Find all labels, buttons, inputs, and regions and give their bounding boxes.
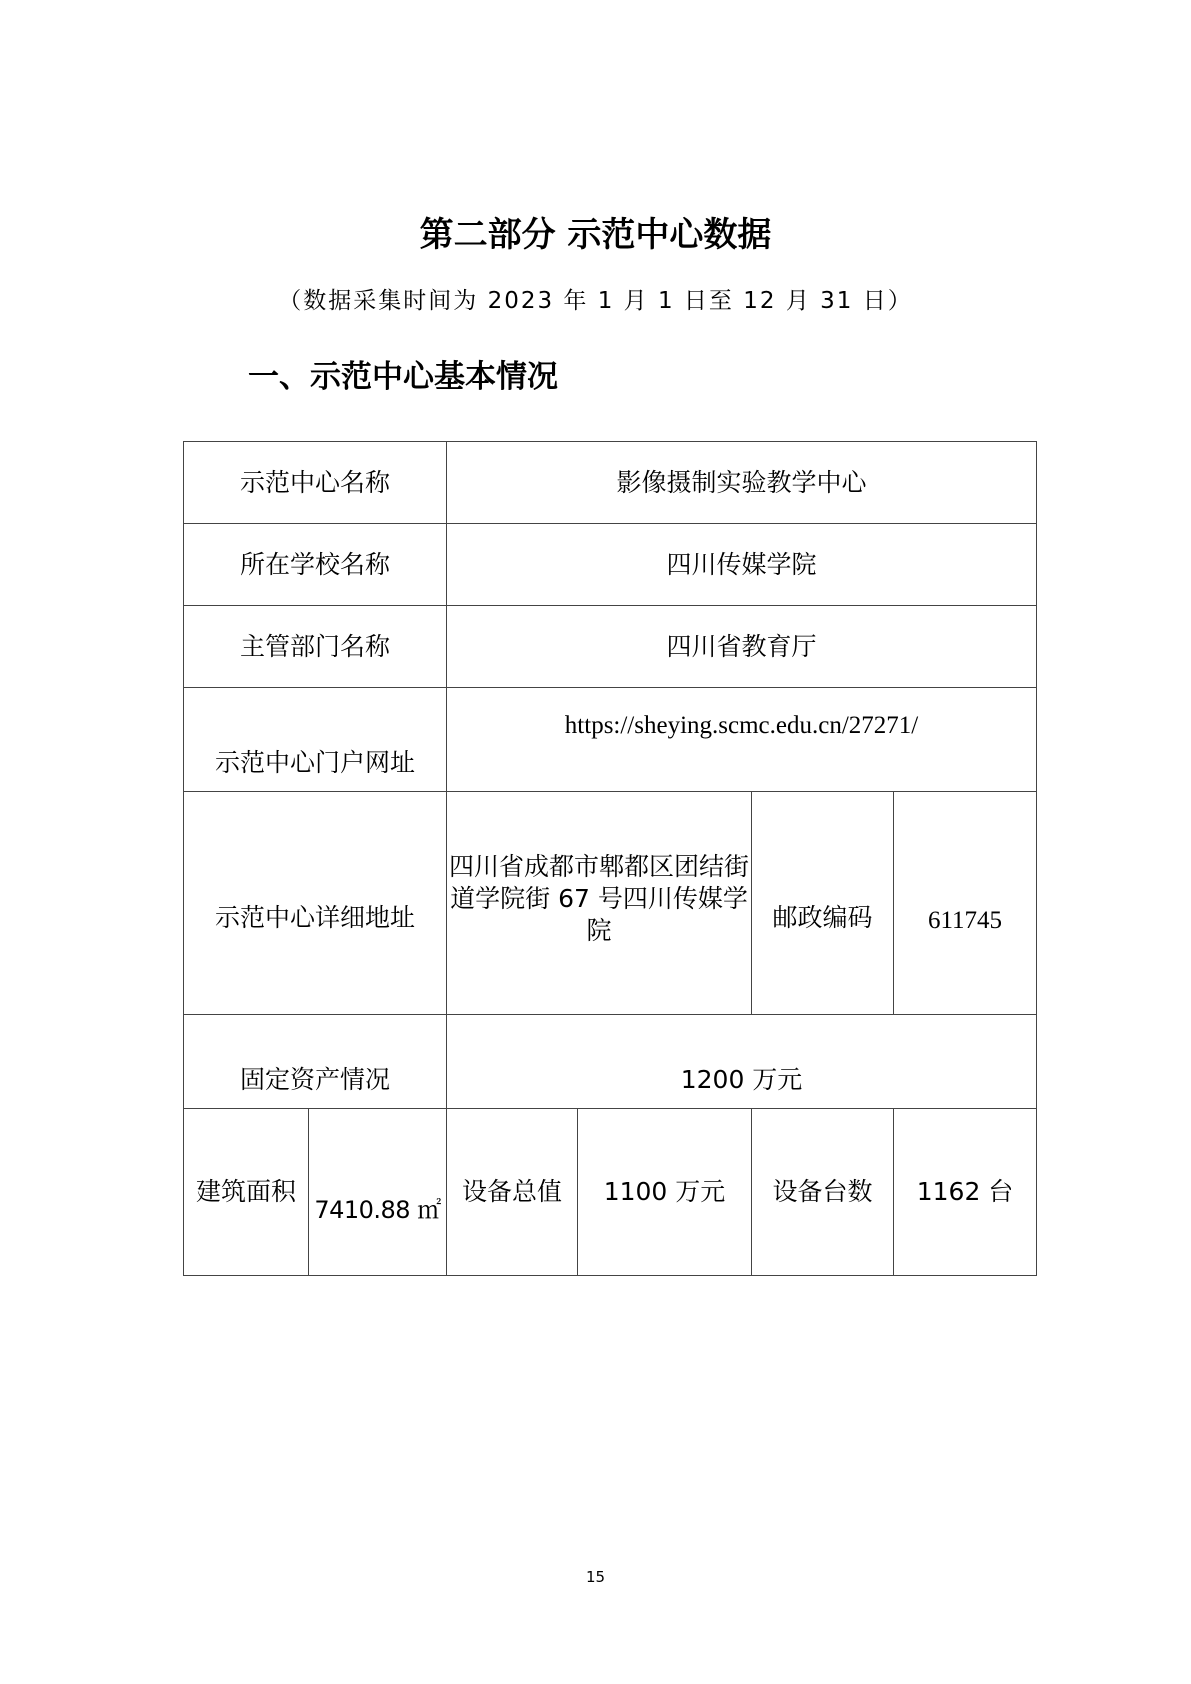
section-heading: 一、示范中心基本情况 [248,359,558,395]
equipment-value-label: 设备总值 [447,1109,578,1276]
center-name-label: 示范中心名称 [184,442,447,524]
department-label: 主管部门名称 [184,606,447,688]
table-row [184,1109,1037,1276]
equipment-count-value: 1162 台 [894,1109,1037,1276]
school-name-value: 四川传媒学院 [447,524,1037,606]
school-name-label: 所在学校名称 [184,524,447,606]
website-value[interactable]: https://sheying.scmc.edu.cn/27271/ [447,688,1037,792]
table-row [184,442,1037,524]
building-area-value: 7410.88 ㎡ [309,1109,447,1276]
department-value: 四川省教育厅 [447,606,1037,688]
center-name-value: 影像摄制实验教学中心 [447,442,1037,524]
fixed-assets-label: 固定资产情况 [184,1015,447,1109]
building-area-label: 建筑面积 [184,1109,309,1276]
address-label: 示范中心详细地址 [184,792,447,1015]
page-title: 第二部分 示范中心数据 [419,215,772,255]
equipment-value-value: 1100 万元 [578,1109,752,1276]
table-row [184,688,1037,792]
equipment-count-label: 设备台数 [752,1109,894,1276]
table-row [184,524,1037,606]
postal-label: 邮政编码 [752,792,894,1015]
table-row [184,606,1037,688]
fixed-assets-value: 1200 万元 [447,1015,1037,1109]
basic-info-table [183,441,1037,1276]
table-row [184,1015,1037,1109]
table-row [184,792,1037,1015]
website-label: 示范中心门户网址 [184,688,447,792]
postal-value: 611745 [894,792,1037,1015]
address-value: 四川省成都市郫都区团结街道学院街 67 号四川传媒学院 [447,792,752,1015]
page-number: 15 [585,1568,606,1586]
page-subtitle: （数据采集时间为 2023 年 1 月 1 日至 12 月 31 日） [278,288,913,314]
